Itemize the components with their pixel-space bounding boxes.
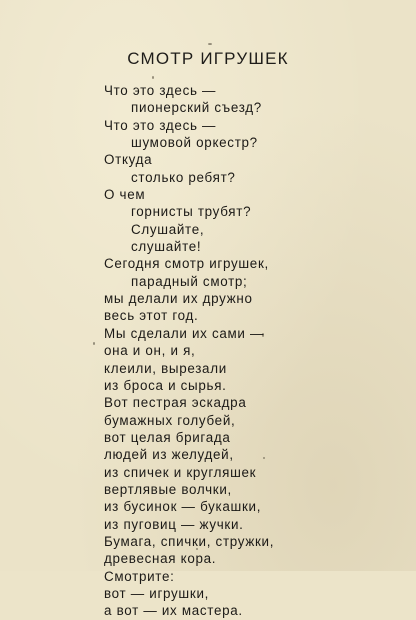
poem-line: а вот — их мастера. bbox=[104, 603, 243, 619]
paper-speck bbox=[208, 43, 212, 45]
poem-line: из пуговиц — жучки. bbox=[104, 516, 244, 532]
poem-line: мы делали их дружно bbox=[104, 291, 253, 307]
poem-line: Смотрите: bbox=[104, 568, 175, 584]
poem-line: вот целая бригада bbox=[104, 429, 231, 445]
poem-line: Откуда bbox=[104, 152, 153, 168]
poem-line: из спичек и кругляшек bbox=[104, 464, 257, 480]
poem-line: Бумага, спички, стружки, bbox=[104, 533, 275, 549]
paper-speck bbox=[93, 342, 95, 345]
poem-line: О чем bbox=[104, 187, 146, 203]
poem-line: бумажных голубей, bbox=[104, 412, 236, 428]
poem-line: она и он, и я, bbox=[104, 343, 196, 359]
poem-line: клеили, вырезали bbox=[104, 360, 227, 376]
poem-line: весь этот год. bbox=[104, 308, 199, 324]
poem-line: пионерский съезд? bbox=[131, 100, 262, 116]
poem-line: шумовой оркестр? bbox=[131, 135, 258, 151]
poem-line: Сегодня смотр игрушек, bbox=[104, 256, 269, 272]
poem-line: Мы сделали их сами — bbox=[104, 325, 265, 341]
poem-line: вот — игрушки, bbox=[104, 585, 210, 601]
poem-line: из броса и сырья. bbox=[104, 377, 227, 393]
poem-line: вертлявые волчки, bbox=[104, 481, 232, 497]
poem-line: людей из желудей, bbox=[104, 447, 234, 463]
poem-line: Что это здесь — bbox=[104, 83, 217, 98]
poem-line: горнисты трубят? bbox=[131, 204, 252, 220]
poem-line: столько ребят? bbox=[131, 169, 236, 185]
poem-title: СМОТР ИГРУШЕК bbox=[127, 49, 289, 68]
poem-line: парадный смотр; bbox=[131, 273, 248, 289]
poem-line: Слушайте, bbox=[131, 221, 205, 237]
poem-body bbox=[104, 82, 274, 620]
poem-line: слушайте! bbox=[131, 239, 202, 255]
paper-speck bbox=[152, 76, 154, 79]
poem-line: из бусинок — букашки, bbox=[104, 499, 262, 515]
poem-line: Вот пестрая эскадра bbox=[104, 395, 247, 411]
poem-line: Что это здесь — bbox=[104, 117, 217, 133]
poem-line: древесная кора. bbox=[104, 551, 217, 567]
